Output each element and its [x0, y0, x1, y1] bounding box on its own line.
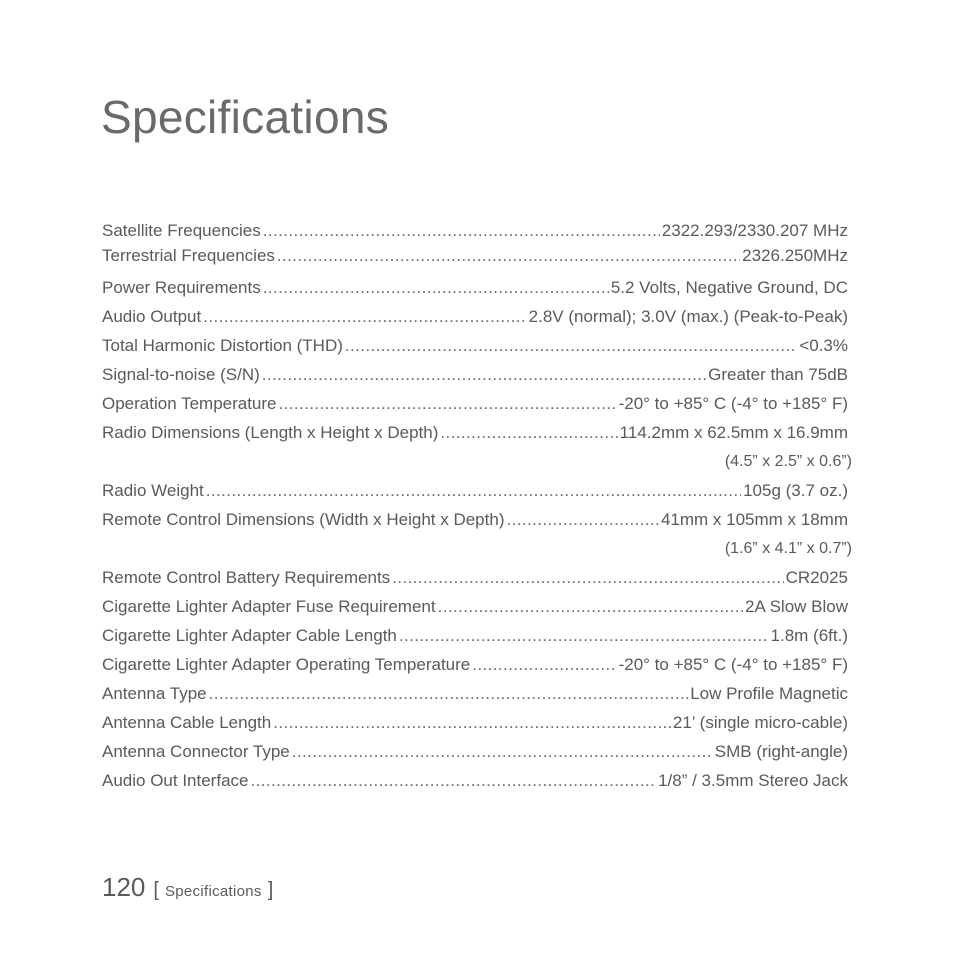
dot-leader	[399, 621, 769, 650]
spec-value: -20° to +85° C (-4° to +185° F)	[618, 655, 848, 674]
spec-label: Signal-to-noise (S/N)	[102, 365, 260, 384]
spec-value: -20° to +85° C (-4° to +185° F)	[618, 394, 848, 413]
spec-label: Power Requirements	[102, 278, 261, 297]
spec-row	[102, 563, 848, 592]
spec-row	[102, 737, 848, 766]
spec-label: Radio Weight	[102, 481, 204, 500]
spec-value: 2A Slow Blow	[745, 597, 848, 616]
close-bracket: ]	[267, 879, 274, 901]
spec-row	[102, 418, 848, 447]
spec-label: Antenna Connector Type	[102, 742, 290, 761]
spec-row	[102, 331, 848, 360]
spec-value: 41mm x 105mm x 18mm	[660, 510, 848, 529]
spec-row	[102, 476, 848, 505]
spec-row	[102, 505, 848, 534]
dot-leader	[203, 302, 526, 331]
page-footer	[102, 872, 273, 903]
dot-leader	[506, 505, 658, 534]
spec-label: Audio Output	[102, 307, 202, 326]
page-title: Specifications	[101, 91, 390, 143]
spec-label: Remote Control Dimensions (Width x Height x Depth)	[102, 510, 505, 529]
spec-value: Greater than 75dB	[708, 365, 848, 384]
spec-label: Cigarette Lighter Adapter Operating Temperature	[102, 655, 471, 674]
spec-value: 105g (3.7 oz.)	[743, 481, 848, 500]
spec-value: CR2025	[785, 568, 848, 587]
spec-label: Cigarette Lighter Adapter Cable Length	[102, 626, 397, 645]
spec-value: 2326.250MHz	[742, 246, 848, 265]
spec-value: 114.2mm x 62.5mm x 16.9mm	[619, 423, 848, 442]
spec-row	[102, 360, 848, 389]
spec-label: Audio Out Interface	[102, 771, 249, 790]
dot-leader	[262, 360, 706, 389]
spec-value-continuation: (4.5” x 2.5” x 0.6”)	[724, 453, 852, 470]
spec-value: 5.2 Volts, Negative Ground, DC	[610, 278, 848, 297]
spec-row	[102, 650, 848, 679]
spec-value: 1/8” / 3.5mm Stereo Jack	[658, 771, 848, 790]
spec-label: Antenna Type	[102, 684, 207, 703]
spec-row	[102, 621, 848, 650]
spec-label: Operation Temperature	[102, 394, 277, 413]
page-number: 120	[102, 872, 146, 902]
spec-label: Satellite Frequencies	[102, 221, 261, 240]
dot-leader	[392, 563, 783, 592]
dot-leader	[273, 708, 671, 737]
dot-leader	[438, 592, 743, 621]
spec-row	[102, 273, 848, 302]
spec-row	[102, 218, 848, 243]
dot-leader	[440, 418, 617, 447]
dot-leader	[250, 766, 656, 795]
spec-value: 21’ (single micro-cable)	[672, 713, 848, 732]
dot-leader	[472, 650, 616, 679]
open-bracket: [	[153, 879, 159, 901]
dot-leader	[279, 389, 617, 418]
spec-row	[102, 766, 848, 795]
dot-leader	[206, 476, 741, 505]
spec-label: Cigarette Lighter Adapter Fuse Requirement	[102, 597, 436, 616]
spec-row	[102, 389, 848, 418]
footer-section-name: Specifications	[164, 883, 262, 900]
dot-leader	[345, 331, 797, 360]
spec-row	[102, 708, 848, 737]
spec-value: 2.8V (normal); 3.0V (max.) (Peak-to-Peak)	[528, 307, 848, 326]
spec-row	[102, 592, 848, 621]
spec-row	[102, 243, 848, 268]
spec-label: Total Harmonic Distortion (THD)	[102, 336, 343, 355]
dot-leader	[277, 243, 740, 268]
spec-list	[102, 218, 852, 795]
spec-value-continuation: (1.6” x 4.1” x 0.7”)	[724, 540, 852, 557]
spec-value: <0.3%	[799, 336, 848, 355]
dot-leader	[263, 218, 660, 243]
spec-label: Remote Control Battery Requirements	[102, 568, 391, 587]
spec-value: Low Profile Magnetic	[690, 684, 848, 703]
spec-value: 2322.293/2330.207 MHz	[661, 221, 848, 240]
dot-leader	[263, 273, 609, 302]
spec-value: 1.8m (6ft.)	[770, 626, 848, 645]
spec-label: Terrestrial Frequencies	[102, 246, 275, 265]
spec-label: Radio Dimensions (Length x Height x Depth)	[102, 423, 439, 442]
spec-label: Antenna Cable Length	[102, 713, 272, 732]
spec-row	[102, 302, 848, 331]
spec-row	[102, 679, 848, 708]
dot-leader	[292, 737, 713, 766]
dot-leader	[209, 679, 689, 708]
spec-value: SMB (right-angle)	[714, 742, 848, 761]
